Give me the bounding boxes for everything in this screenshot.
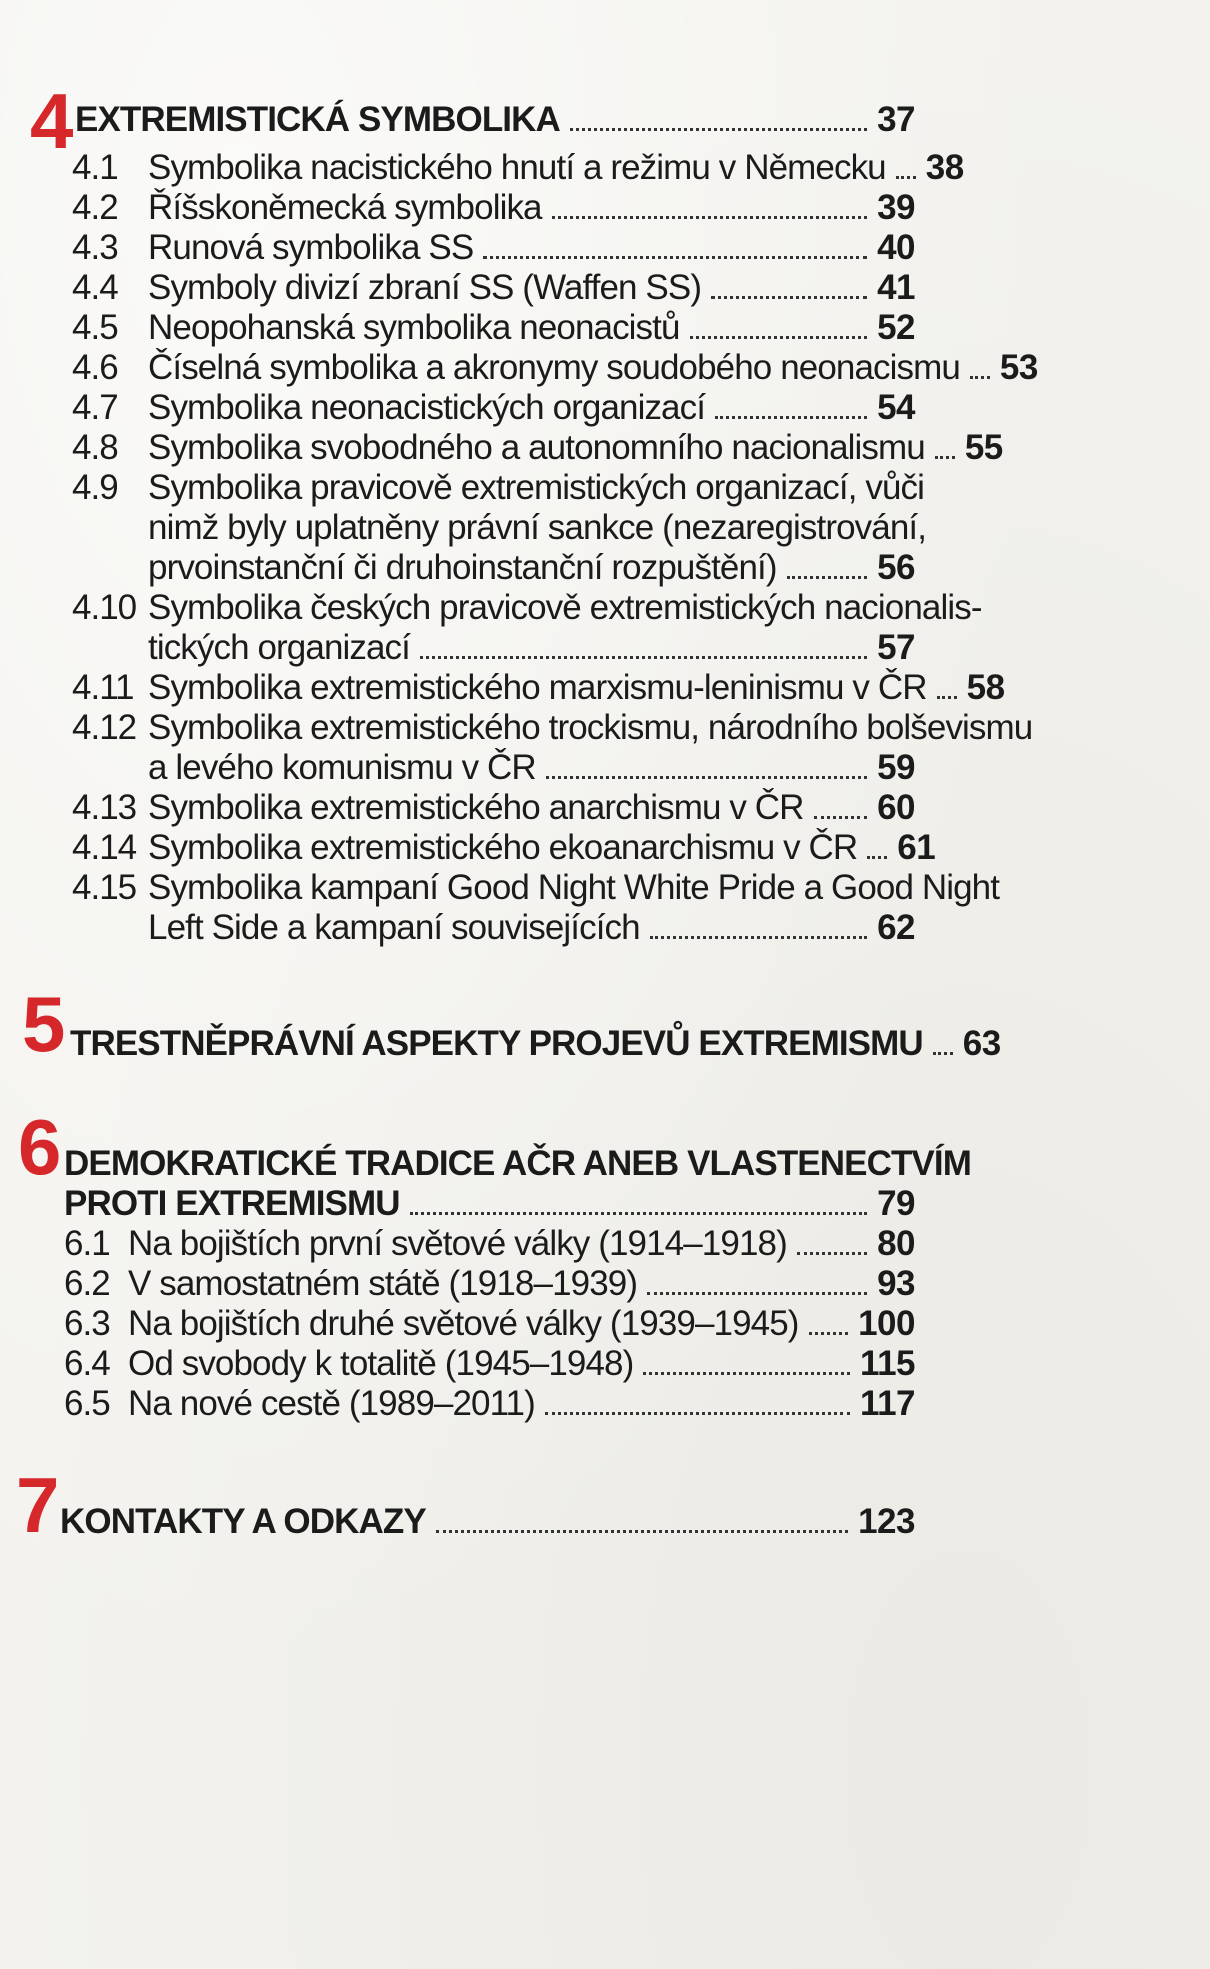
chapter-7-number: 7 xyxy=(16,1461,58,1549)
entry-title-continued: nimž byly uplatněny právní sankce (nezaregistrování, xyxy=(148,508,927,547)
entry-number: 4.8 xyxy=(72,428,118,467)
chapter-7-title: KONTAKTY A ODKAZY xyxy=(60,1502,426,1541)
leader-dots xyxy=(970,376,990,379)
entry-title: Symboly divizí zbraní SS (Waffen SS) xyxy=(148,268,702,307)
entry-number: 4.14 xyxy=(72,828,137,867)
chapter-7-heading[interactable] xyxy=(60,1492,915,1542)
entry-title: Neopohanská symbolika neonacistů xyxy=(148,308,680,347)
leader-dots xyxy=(937,696,957,699)
entry-page: 100 xyxy=(858,1304,915,1343)
entry-page: 39 xyxy=(877,188,915,227)
entry-number: 4.5 xyxy=(72,308,118,347)
leader-dots xyxy=(650,936,867,939)
chapter-7-page: 123 xyxy=(858,1502,915,1541)
entry-page: 61 xyxy=(897,828,936,867)
entry-title: Symbolika extremistického trockismu, národního bolševismu xyxy=(148,708,1033,747)
entry-number: 6.3 xyxy=(64,1304,110,1343)
entry-page: 38 xyxy=(925,148,964,187)
entry-number: 4.15 xyxy=(72,868,137,907)
chapter-6-number: 6 xyxy=(18,1103,60,1191)
entry-page: 58 xyxy=(966,668,1005,707)
entry-page: 93 xyxy=(877,1264,915,1303)
entry-number: 6.2 xyxy=(64,1264,110,1303)
entry-page: 41 xyxy=(877,268,915,307)
entry-title-continued: tických organizací xyxy=(148,628,410,667)
entry-page: 62 xyxy=(877,908,915,947)
entry-title: Symbolika svobodného a autonomního nacionalismu xyxy=(148,428,925,467)
entry-number: 6.5 xyxy=(64,1384,110,1423)
entry-page: 56 xyxy=(877,548,915,587)
leader-dots xyxy=(935,456,955,459)
chapter-6-title-continued: PROTI EXTREMISMU xyxy=(64,1184,400,1223)
chapter-4-heading[interactable] xyxy=(75,90,915,140)
entry-number: 4.4 xyxy=(72,268,118,307)
entry-number: 4.2 xyxy=(72,188,118,227)
entry-page: 54 xyxy=(877,388,915,427)
entry-number: 4.10 xyxy=(72,588,137,627)
entry-number: 4.12 xyxy=(72,708,137,747)
entry-number: 4.11 xyxy=(72,668,134,707)
entry-title: Od svobody k totalitě (1945–1948) xyxy=(128,1344,634,1383)
entry-number: 4.7 xyxy=(72,388,118,427)
toc-entry-6-5[interactable] xyxy=(64,1374,915,1424)
entry-title: Symbolika českých pravicově extremistických nacionalis- xyxy=(148,588,982,627)
entry-title: Symbolika kampaní Good Night White Pride a Good Night xyxy=(148,868,1000,907)
entry-number: 6.1 xyxy=(64,1224,110,1263)
entry-page: 60 xyxy=(877,788,915,827)
entry-title: Symbolika neonacistických organizací xyxy=(148,388,706,427)
entry-title-continued: Left Side a kampaní souvisejících xyxy=(148,908,640,947)
entry-title: V samostatném státě (1918–1939) xyxy=(128,1264,638,1303)
chapter-4-number: 4 xyxy=(30,77,72,165)
chapter-4-title: EXTREMISTICKÁ SYMBOLIKA xyxy=(75,100,560,139)
entry-title: Na bojištích první světové války (1914–1918) xyxy=(128,1224,787,1263)
entry-title: Symbolika extremistického anarchismu v ČR xyxy=(148,788,804,827)
entry-title-continued: a levého komunismu v ČR xyxy=(148,748,536,787)
chapter-6-page: 79 xyxy=(877,1184,915,1223)
entry-number: 4.9 xyxy=(72,468,118,507)
chapter-4-page: 37 xyxy=(877,100,915,139)
entry-title: Symbolika pravicově extremistických organizací, vůči xyxy=(148,468,924,507)
entry-title: Runová symbolika SS xyxy=(148,228,474,267)
entry-number: 6.4 xyxy=(64,1344,110,1383)
chapter-5-heading[interactable] xyxy=(70,1014,1001,1064)
entry-title: Symbolika extremistického marxismu-leninismu v ČR xyxy=(148,668,927,707)
chapter-5-page: 63 xyxy=(962,1024,1001,1063)
entry-title: Symbolika nacistického hnutí a režimu v Německu xyxy=(148,148,886,187)
toc-entry-4-15-line-2 xyxy=(148,898,915,948)
entry-title: Říšskoněmecká symbolika xyxy=(148,188,542,227)
chapter-5-number: 5 xyxy=(22,980,64,1068)
chapter-5-title: TRESTNĚPRÁVNÍ ASPEKTY PROJEVŮ EXTREMISMU xyxy=(70,1024,923,1063)
entry-page: 117 xyxy=(860,1384,915,1423)
entry-title: Číselná symbolika a akronymy soudobého neonacismu xyxy=(148,348,960,387)
leader-dots xyxy=(436,1530,848,1533)
entry-number: 4.3 xyxy=(72,228,118,267)
chapter-6-title: DEMOKRATICKÉ TRADICE AČR ANEB VLASTENECTVÍM xyxy=(64,1144,971,1183)
entry-page: 55 xyxy=(964,428,1003,467)
leader-dots xyxy=(933,1052,953,1055)
entry-page: 80 xyxy=(877,1224,915,1263)
leader-dots xyxy=(545,1412,850,1415)
entry-page: 53 xyxy=(999,348,1038,387)
entry-title: Na bojištích druhé světové války (1939–1945) xyxy=(128,1304,799,1343)
entry-number: 4.6 xyxy=(72,348,118,387)
entry-page: 40 xyxy=(877,228,915,267)
leader-dots xyxy=(570,128,867,131)
entry-title: Symbolika extremistického ekoanarchismu v ČR xyxy=(148,828,858,867)
entry-title: Na nové cestě (1989–2011) xyxy=(128,1384,535,1423)
entry-page: 57 xyxy=(877,628,915,667)
entry-title-continued: prvoinstanční či druhoinstanční rozpuštění) xyxy=(148,548,777,587)
entry-number: 4.13 xyxy=(72,788,137,827)
entry-page: 115 xyxy=(860,1344,915,1383)
entry-page: 59 xyxy=(877,748,915,787)
entry-number: 4.1 xyxy=(72,148,118,187)
entry-page: 52 xyxy=(877,308,915,347)
